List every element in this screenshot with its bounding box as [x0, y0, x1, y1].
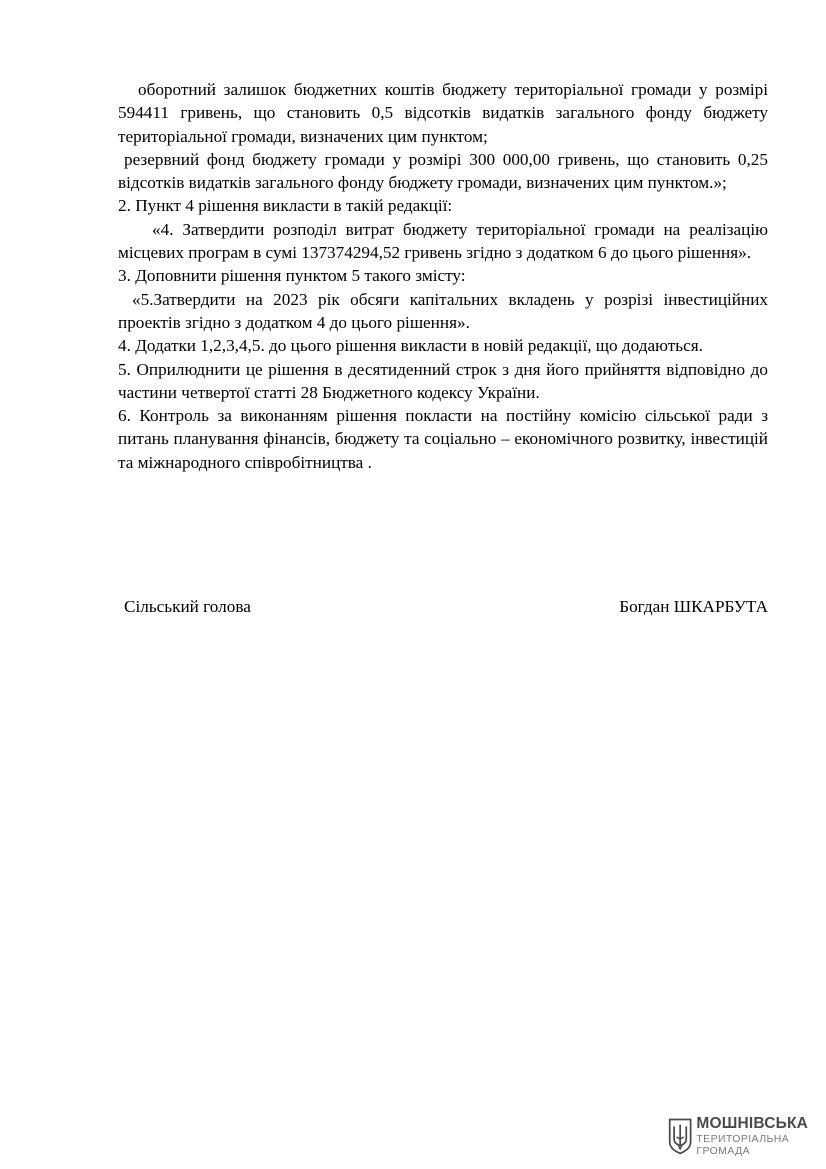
logo-text — [696, 1115, 808, 1157]
trident-coat-of-arms-icon — [668, 1115, 692, 1157]
logo-line-2: ТЕРИТОРІАЛЬНА — [696, 1132, 790, 1145]
logo-line-1: МОШНІВСЬКА — [696, 1115, 808, 1132]
signature-position: Сільський голова — [124, 597, 251, 616]
paragraph-reserve-fund: резервний фонд бюджету громади у розмірі 300 000,00 гривень, що становить 0,25 відсотків видатків загального фонду бюджету громади, визначених цим пунктом.»; — [118, 149, 768, 193]
paragraph-item-2: 2. Пункт 4 рішення викласти в такій редакції: — [118, 196, 453, 216]
paragraph-item-4-annexes: 4. Додатки 1,2,3,4,5. до цього рішення викласти в новій редакції, що додаються. — [118, 336, 703, 356]
paragraph-item-3: 3. Доповнити рішення пунктом 5 такого змісту: — [118, 266, 466, 286]
document-body — [118, 78, 768, 474]
community-logo — [668, 1115, 808, 1163]
logo-line-3: ГРОМАДА — [696, 1145, 750, 1157]
paragraph-working-balance: оборотний залишок бюджетних коштів бюджету територіальної громади у розмірі 594411 гривень, що становить 0,5 відсотків видатків загального фонду бюджету територіальної громади, визначених цим пунктом; — [118, 80, 768, 146]
signature-name: Богдан ШКАРБУТА — [619, 597, 768, 616]
paragraph-item-5-publish: 5. Оприлюднити це рішення в десятиденний строк з дня його прийняття відповідно до частини четвертої статті 28 Бюджетного кодексу України. — [118, 359, 768, 402]
paragraph-item-6-control: 6. Контроль за виконанням рішення покласти на постійну комісію сільської ради з питань планування фінансів, бюджету та соціально – економічного розвитку, інвестицій та міжнародного співробітництва . — [118, 406, 768, 472]
signature-block — [124, 595, 768, 618]
paragraph-item-4-quote: «4. Затвердити розподіл витрат бюджету територіальної громади на реалізацію місцевих програм в сумі 137374294,52 гривень згідно з додатком 6 до цього рішення». — [118, 219, 768, 263]
paragraph-item-5-quote: «5.Затвердити на 2023 рік обсяги капітальних вкладень у розрізі інвестиційних проектів згідно з додатком 4 до цього рішення». — [118, 289, 768, 332]
